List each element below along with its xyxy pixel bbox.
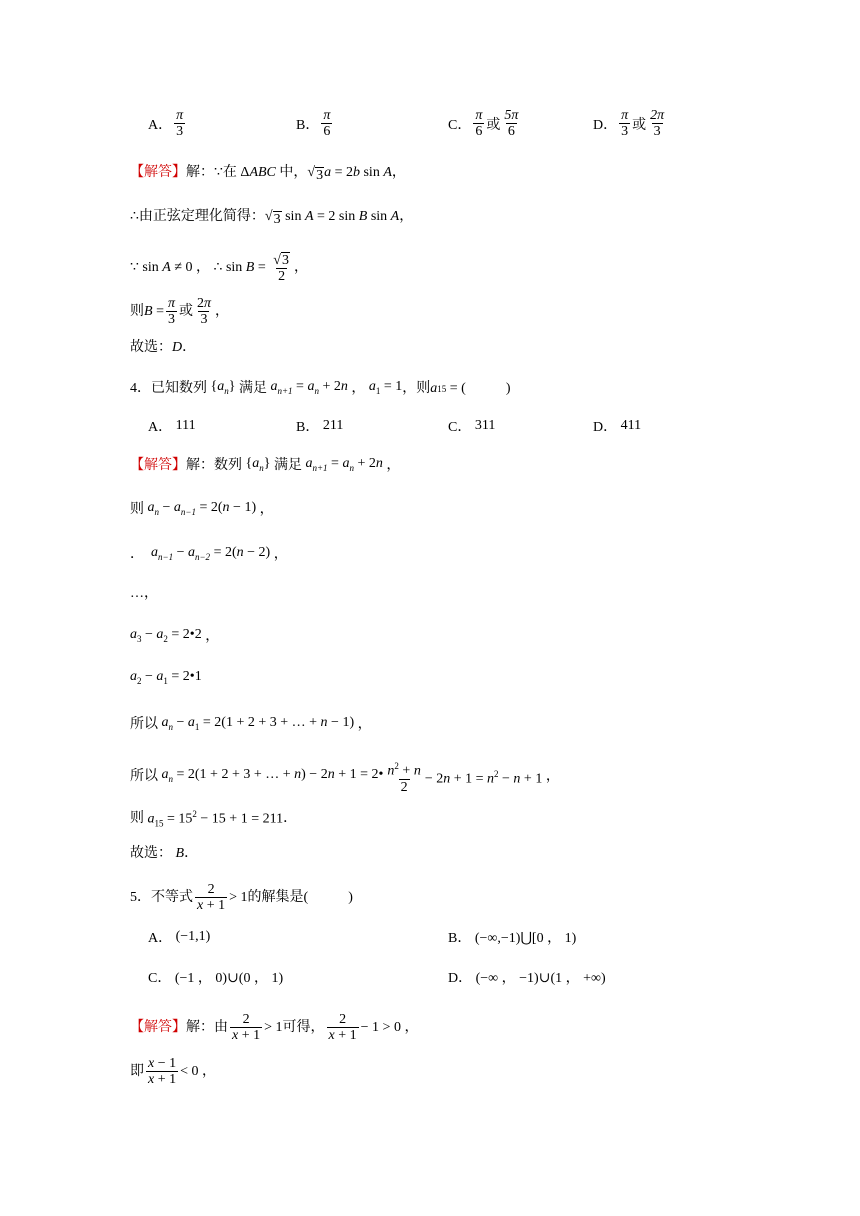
q4-solution-line-5: $a_3 - a_2$ = 2•2 ， <box>130 627 220 644</box>
q3-option-d: D． $\frac{\pi}{3}$ 或 $\frac{2\pi}{3}$ <box>593 108 665 139</box>
fraction: $\frac{x - 1}{x + 1}$ <box>148 1056 177 1087</box>
q4-solution-line-3: ． $a_{n-1} - a_{n-2} = 2(n - 2)$ ， <box>130 545 288 562</box>
q4-solution-line-9: 则 $a_{15} = 15^2 - 15 + 1 = 211$ ． <box>130 809 298 829</box>
fraction: $\frac{2}{x + 1}$ <box>328 1012 357 1043</box>
q4-solution-line-8: 所以 $a_n = 2(1 + 2 + 3$ + … + n) − 2n + 1 = 2• $\frac{n^2 + n}{2}$ − $2n + 1 = n^2 - n + 1$ ， <box>130 761 560 795</box>
q4-option-b: B． 211 <box>296 418 344 435</box>
q5-option-b: B． (−∞,−1)⋃[0 ， 1) <box>448 931 577 946</box>
q4-solution-line-4: …， <box>130 586 158 601</box>
fraction: $\frac{\pi}{3}$ <box>176 108 184 139</box>
q4-solution-line-7: 所以 $a_n - a_1 = 2(1 + 2 + 3$ + … + n − 1) ， <box>130 715 372 732</box>
question-number: 4． <box>130 380 151 396</box>
q5-option-c: C． (−1 ， 0)∪(0 ， 1) <box>148 971 284 986</box>
q5-option-a: A． (−1,1) <box>148 929 211 946</box>
q3-solution-line-3: ∵ sin A ≠ 0 ， ∴ sin B = √ 3 2 ， <box>130 253 308 284</box>
question-number: 5． <box>130 889 151 905</box>
q4-option-c: C． 311 <box>448 418 496 435</box>
q4-option-a: A． 111 <box>148 418 196 435</box>
sqrt: √ 3 <box>307 165 324 183</box>
q3-option-a: A． $\frac{\pi}{3}$ <box>148 108 184 139</box>
q3-answer: D <box>172 340 183 355</box>
answer-tag: 【解答】 <box>130 1019 186 1035</box>
answer-tag: 【解答】 <box>130 457 186 473</box>
q5-stem: 5． 不等式 $\frac{2}{x + 1}$ > 1 的解集是 ( ) <box>130 882 353 913</box>
fraction: $\frac{\pi}{6}$ <box>323 108 331 139</box>
q4-solution-line-6: $a_2 - a_1$ = 2•1 <box>130 669 202 686</box>
fraction: $\frac{2\pi}{3}$ <box>650 108 665 139</box>
q3-solution-line-1: 【解答】 解： ∵ 在 ΔABC 中， √ 3 a = 2 b sin A ， <box>130 165 406 183</box>
fraction: $\frac{5\pi}{6}$ <box>504 108 519 139</box>
fraction: $\frac{2}{x + 1}$ <box>232 1012 261 1043</box>
fraction: $\frac{2\pi}{3}$ <box>196 296 211 327</box>
fraction: √ 3 2 <box>273 253 289 284</box>
q3-solution-line-2: ∴ 由正弦定理化简得： √ 3 sin A = 2 sin B sin A ， <box>130 209 414 227</box>
fraction: $\frac{\pi}{6}$ <box>475 108 483 139</box>
fraction: $\frac{n^2 + n}{2}$ <box>387 761 421 795</box>
q4-answer: B <box>175 846 185 861</box>
q4-stem: 4． 已知数列 $\{a_n\}$ 满足 $a_{n+1} = a_n + 2n$ ， $a_1 = 1$ ，则 a 15 = ( ) <box>130 377 511 401</box>
q4-answer-line: 故选： B ． <box>130 844 198 864</box>
sqrt: √ 3 <box>264 209 281 227</box>
q3-option-b: B． $\frac{\pi}{6}$ <box>296 108 331 139</box>
fraction: $\frac{\pi}{3}$ <box>167 296 175 327</box>
q5-solution-line-2: 即 $\frac{x - 1}{x + 1}$ < 0 ， <box>130 1056 217 1087</box>
fraction: $\frac{2}{x + 1}$ <box>197 882 226 913</box>
q4-solution-line-2: 则 $a_n - a_{n-1} = 2(n - 1)$ ， <box>130 500 274 517</box>
q3-answer-line: 故选： D ． <box>130 338 196 358</box>
q4-solution-line-1: 【解答】 解：数列 $\{a_n\}$ 满足 $a_{n+1} = a_n + 2n$ ， <box>130 454 400 478</box>
q3-solution-line-4: 则 B = $\frac{\pi}{3}$ 或 $\frac{2\pi}{3}$ ， <box>130 296 229 327</box>
answer-tag: 【解答】 <box>130 165 186 180</box>
q5-solution-line-1: 【解答】 解：由 $\frac{2}{x + 1}$ > 1 可得， $\frac{2}{x + 1}$ − 1 > 0 ， <box>130 1012 419 1043</box>
fraction: $\frac{\pi}{3}$ <box>621 108 629 139</box>
q4-option-d: D． 411 <box>593 418 642 435</box>
q5-option-d: D． (−∞ ， −1)∪(1 ， +∞) <box>448 971 606 986</box>
q3-option-c: C． $\frac{\pi}{6}$ 或 $\frac{5\pi}{6}$ <box>448 108 519 139</box>
